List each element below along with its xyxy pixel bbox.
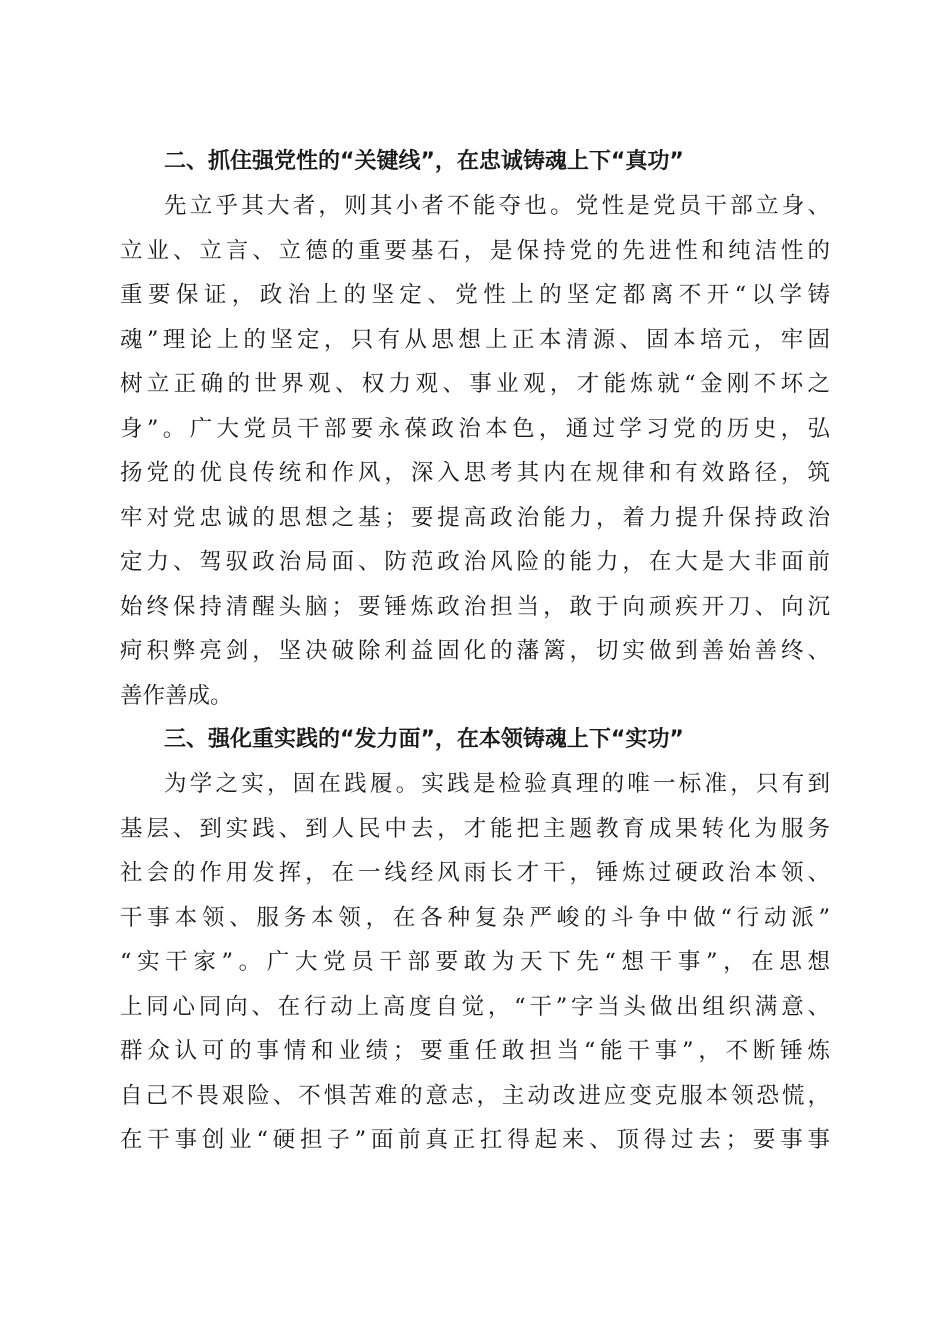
section-3-line: 自己不畏艰险、不惧苦难的意志，主动改进应变克服本领恐慌， bbox=[120, 1082, 830, 1109]
section-2-line: 善作善成。 bbox=[120, 682, 233, 709]
section-3-line: 在干事创业“硬担子”面前真正扛得起来、顶得过去；要事事 bbox=[120, 1127, 830, 1153]
section-2-line: 疴积弊亮剑，坚决破除利益固化的藩篱，切实做到善始善终、 bbox=[120, 638, 830, 664]
section-3-line: 为学之实，固在践履。实践是检验真理的唯一标准，只有到 bbox=[164, 771, 830, 797]
section-2-line: 牢对党忠诚的思想之基；要提高政治能力，着力提升保持政治 bbox=[120, 504, 830, 531]
section-3-line: 社会的作用发挥，在一线经风雨长才干，锤炼过硬政治本领、 bbox=[120, 860, 830, 886]
section-3-line: 群众认可的事情和业绩；要重任敢担当“能干事”，不断锤炼 bbox=[120, 1038, 830, 1064]
section-3-line: 干事本领、服务本领，在各种复杂严峻的斗争中做“行动派” bbox=[120, 904, 830, 931]
section-3-line: “实干家”。广大党员干部要敢为天下先“想干事”，在思想 bbox=[120, 949, 830, 975]
section-3-line: 上同心同向、在行动上高度自觉，“干”字当头做出组织满意、 bbox=[120, 993, 830, 1020]
section-3-heading: 三、强化重实践的“发力面”，在本领铸魂上下“实功” bbox=[164, 727, 684, 752]
section-2-heading: 二、抓住强党性的“关键线”，在忠诚铸魂上下“真功” bbox=[164, 149, 684, 174]
section-2-line: 身”。广大党员干部要永葆政治本色，通过学习党的历史，弘 bbox=[120, 415, 830, 442]
section-2-line: 定力、驾驭政治局面、防范政治风险的能力，在大是大非面前 bbox=[120, 549, 830, 575]
section-2-line: 树立正确的世界观、权力观、事业观，才能炼就“金刚不坏之 bbox=[120, 371, 830, 397]
section-2-line: 魂”理论上的坚定，只有从思想上正本清源、固本培元，牢固 bbox=[120, 326, 830, 353]
section-2-line: 扬党的优良传统和作风，深入思考其内在规律和有效路径，筑 bbox=[120, 460, 830, 486]
section-3-line: 基层、到实践、到人民中去，才能把主题教育成果转化为服务 bbox=[120, 815, 830, 842]
section-2-line: 始终保持清醒头脑；要锤炼政治担当，敢于向顽疾开刀、向沉 bbox=[120, 593, 830, 620]
section-2-line: 先立乎其大者，则其小者不能夺也。党性是党员干部立身、 bbox=[164, 193, 830, 219]
section-2-line: 重要保证，政治上的坚定、党性上的坚定都离不开“以学铸 bbox=[120, 282, 830, 308]
section-2-line: 立业、立言、立德的重要基石，是保持党的先进性和纯洁性的 bbox=[120, 237, 830, 264]
document-page bbox=[120, 140, 830, 1163]
